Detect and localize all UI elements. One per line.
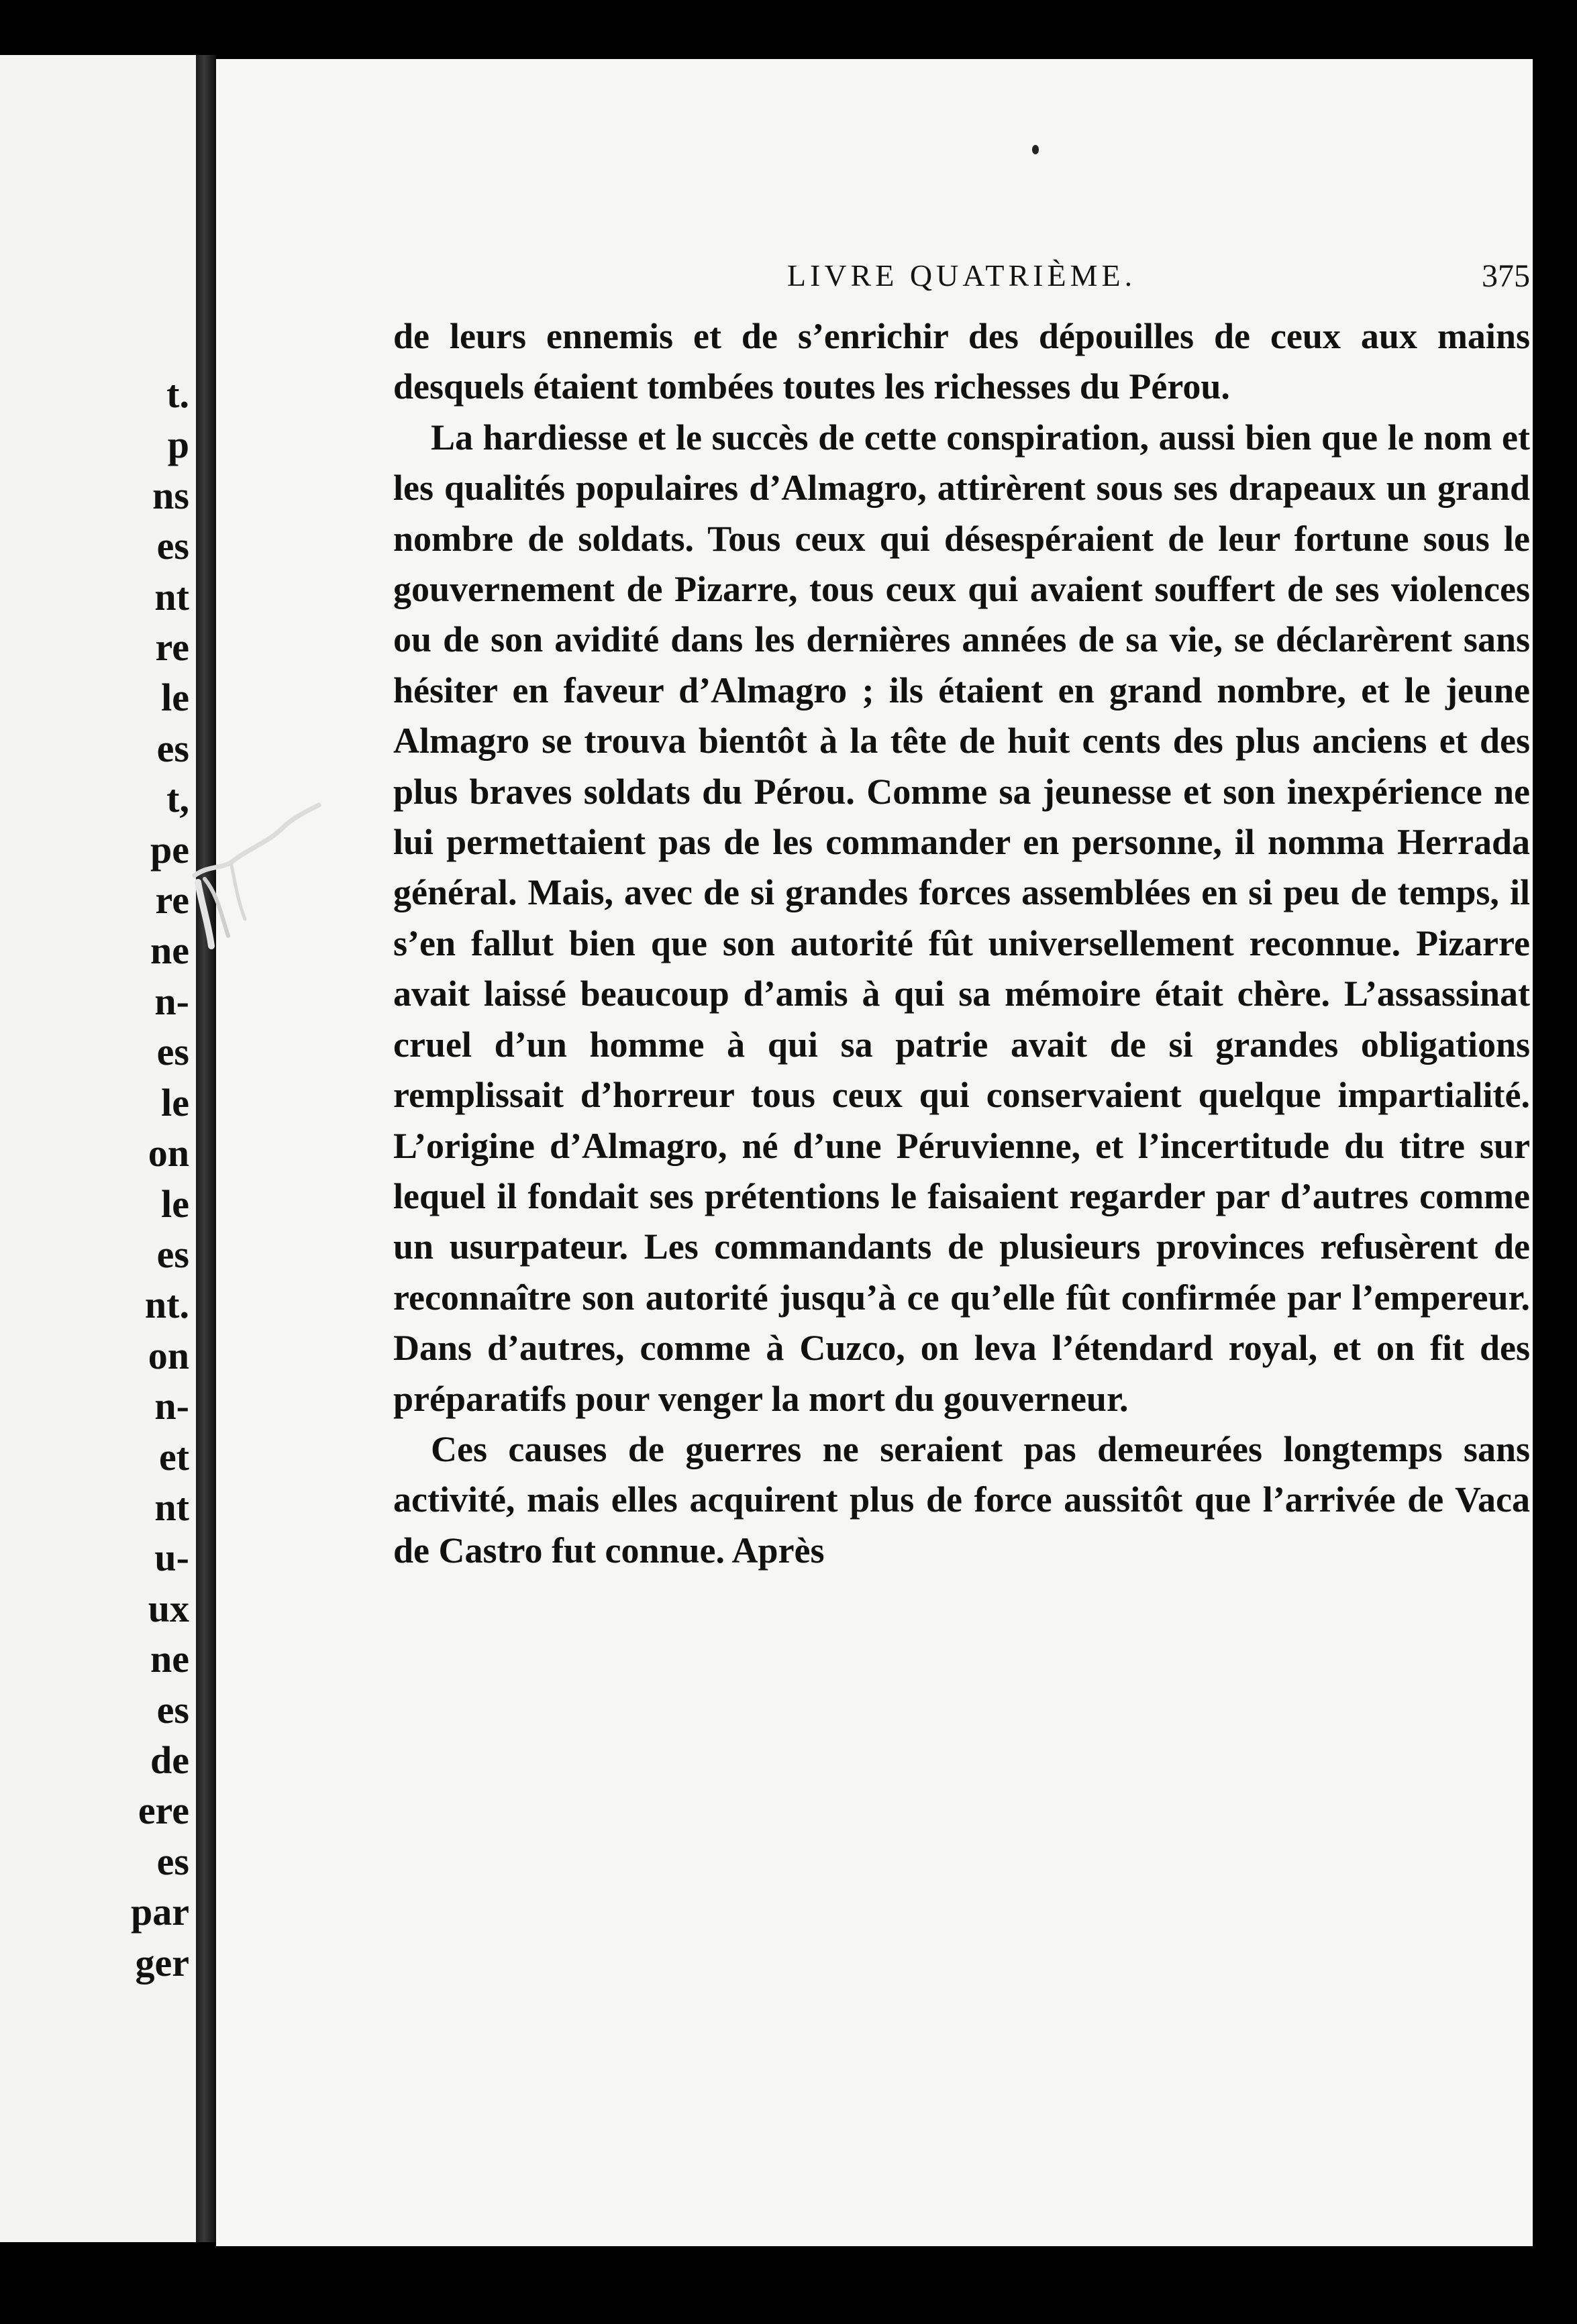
left-line-fragment: ns (152, 473, 189, 517)
paragraph: de leurs ennemis et de s’enrichir des dépouilles de ceux aux mains desquels étaient tombées toutes les richesses du Pérou. (393, 316, 1530, 407)
left-line-fragment: on (148, 1333, 189, 1377)
left-line-fragment: pe (150, 827, 189, 872)
paragraph: Ces causes de guerres ne seraient pas demeurées longtemps sans activité, mais elles acquirent plus de force aussitôt que l’arrivée de Vaca de Castro fut connue. Après (393, 1428, 1530, 1571)
left-line-fragment: nt. (144, 1283, 189, 1327)
left-line-fragment: nt (154, 574, 189, 619)
left-line-fragment: nt (154, 1485, 189, 1529)
left-line-fragment: ne (150, 1637, 189, 1681)
left-line-fragment: es (156, 726, 189, 770)
left-line-fragment: le (161, 676, 189, 720)
left-line-fragment: t, (166, 777, 189, 821)
left-line-fragment: le (161, 1181, 189, 1226)
left-line-fragment: ux (148, 1586, 189, 1630)
left-line-fragment: es (156, 1687, 189, 1732)
book-spine-gutter (196, 55, 216, 2242)
left-line-fragment: t. (166, 372, 189, 416)
ink-speck (1032, 145, 1039, 154)
left-line-fragment: es (156, 524, 189, 568)
left-line-fragment: es (156, 1839, 189, 1883)
left-line-fragment: u- (154, 1536, 189, 1580)
left-line-fragment: le (161, 1080, 189, 1124)
left-line-fragment: on (148, 1131, 189, 1175)
left-line-fragment: es (156, 1030, 189, 1074)
left-line-fragment: par (131, 1890, 189, 1934)
right-page (216, 59, 1533, 2246)
left-line-fragment: re (155, 878, 189, 922)
left-page (0, 55, 196, 2242)
running-title: LIVRE QUATRIÈME. (786, 258, 1137, 293)
left-line-fragment: de (150, 1738, 189, 1782)
left-line-fragment: ere (138, 1789, 189, 1833)
left-line-fragment: et (158, 1434, 189, 1479)
left-line-fragment: ger (135, 1940, 189, 1985)
left-line-fragment: ne (150, 929, 189, 973)
page-number: 375 (1482, 258, 1530, 294)
left-line-fragment: re (155, 625, 189, 670)
left-line-fragment: n- (154, 979, 189, 1023)
paragraph: La hardiesse et le succès de cette conspiration, aussi bien que le nom et les qualités populaires d’Almagro, attirèrent sous ses drapeaux un grand nombre de soldats. Tous ceux qui désespéraient de leur fortune sous le gouvernement de Pizarre, tous ceux qui avaient souffert de ses violences ou de son avidité dans les dernières années de sa vie, se déclarèrent sans hésiter en faveur d’Almagro ; ils étaient en grand nombre, et le jeune Almagro se trouva bientôt à la tête de huit cents des plus anciens et des plus braves soldats du Pérou. Comme sa jeunesse et son inexpérience ne lui permettaient pas de les commander en personne, il nomma Herrada général. Mais, avec de si grandes forces assemblées en si peu de temps, il s’en fallut bien que son autorité fût universellement reconnue. Pizarre avait laissé beaucoup d’amis à qui sa mémoire était chère. L’assassinat cruel d’un homme à qui sa patrie avait de si grandes obligations remplissait d’horreur tous ceux qui conservaient quelque impartialité. L’origine d’Almagro, né d’une Péruvienne, et l’incertitude du titre sur lequel il fondait ses prétentions le faisaient regarder par d’autres comme un usurpateur. Les commandants de plusieurs provinces refusèrent de reconnaître son autorité jusqu’à ce qu’elle fût confirmée par l’empereur. Dans d’autres, comme à Cuzco, on leva l’étendard royal, et on fit des préparatifs pour venger la mort du gouverneur. (393, 417, 1530, 1419)
left-line-fragment: p (167, 423, 189, 467)
body-text (393, 311, 1530, 1576)
running-header (393, 258, 1530, 311)
left-line-fragment: n- (154, 1384, 189, 1428)
left-page-line-fragments (131, 369, 189, 1988)
left-line-fragment: es (156, 1232, 189, 1276)
